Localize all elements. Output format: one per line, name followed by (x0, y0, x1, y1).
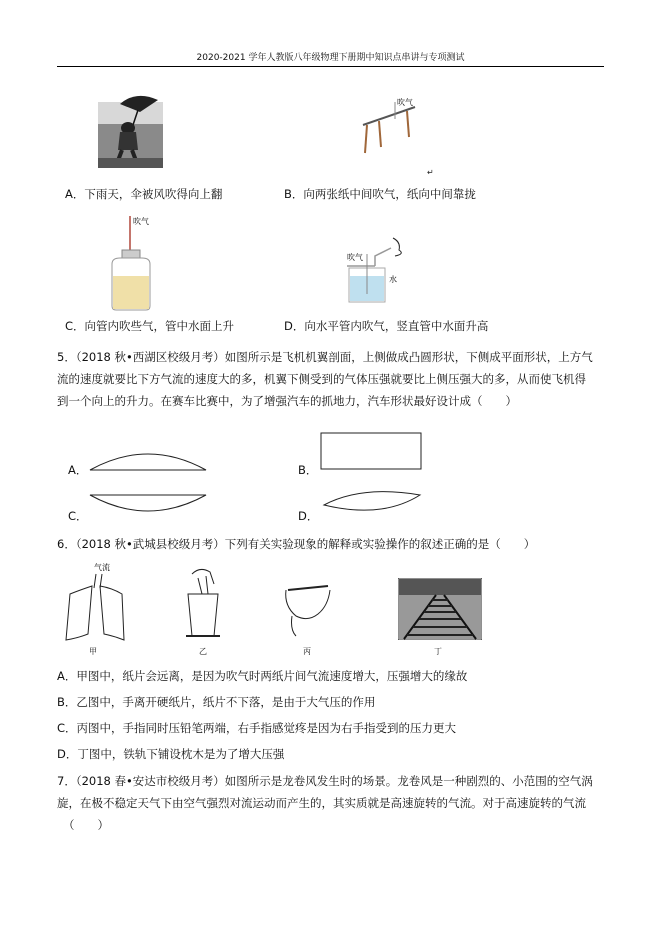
q6-stem: 6．（2018 秋•武城县校级月考）下列有关实验现象的解释或实验操作的叙述正确的是（ ） (57, 537, 536, 551)
fig-bing-pencil (282, 576, 336, 640)
return-mark: ↵ (427, 168, 434, 177)
q5-line-2: 流的速度就要比下方气流的速度大的多，机翼下侧受到的气体压强就要比上侧压强大的多，从而使飞机得 (57, 372, 586, 386)
q6-option-d: D．丁图中，铁轨下铺设枕木是为了增大压强 (57, 747, 285, 761)
blow-label: 吹气 (397, 98, 413, 107)
q5-option-d-label: D． (298, 509, 319, 523)
q5-line-3: 到一个向上的升力。在赛车比赛中，为了增强汽车的抓地力，汽车形状最好设计成（ ） (57, 394, 517, 408)
q5-option-a-label: A． (68, 463, 88, 477)
caption-jia: 甲 (89, 647, 97, 656)
q7-line-2: 旋，在极不稳定天气下由空气强烈对流运动而产生的，其实质就是高速旋转的气流。对于高速旋转的气流 (57, 796, 586, 810)
shape-a-dome-figure (88, 450, 208, 472)
header-rule (57, 66, 604, 67)
q7-stem (57, 770, 593, 836)
q4-option-d: D．向水平管内吹气，竖直管中水面升高 (284, 319, 489, 333)
caption-yi: 乙 (199, 647, 207, 656)
q5-stem (57, 346, 593, 412)
fig-ding-railway-photo (398, 578, 482, 640)
airflow-label: 气流 (94, 563, 110, 572)
fig-jia-papers (60, 560, 130, 642)
q4-option-a: A．下雨天，伞被风吹得向上翻 (65, 187, 223, 201)
q6-option-c: C．丙图中，手指同时压铅笔两端，右手指感觉疼是因为右手指受到的压力更大 (57, 721, 457, 735)
bottle-tube-figure (108, 212, 156, 312)
caption-bing: 丙 (303, 647, 311, 656)
q5-option-c-label: C． (68, 509, 88, 523)
caption-ding: 丁 (434, 647, 442, 656)
shape-d-airfoil-figure (322, 489, 422, 517)
page-header: 2020-2021 学年人教版八年级物理下册期中知识点串讲与专项测试 (196, 53, 465, 63)
blow-label-2: 吹气 (133, 217, 149, 226)
shape-c-inverted-dome-figure (88, 493, 208, 517)
two-papers-figure (355, 97, 425, 155)
water-label: 水 (389, 275, 397, 284)
q6-option-a: A．甲图中，纸片会远离，是因为吹气时两纸片间气流速度增大，压强增大的缘故 (57, 669, 468, 683)
fig-yi-cup (180, 564, 230, 640)
beaker-tube-figure (345, 226, 415, 306)
blow-label-3: 吹气 (347, 253, 363, 262)
q4-option-b: B．向两张纸中间吹气，纸向中间靠拢 (284, 187, 476, 201)
q6-option-b: B．乙图中，手离开硬纸片，纸片不下落，是由于大气压的作用 (57, 695, 376, 709)
shape-b-rectangle-figure (320, 432, 422, 470)
q5-option-b-label: B． (298, 463, 318, 477)
q5-line-1: 5．（2018 秋•西湖区校级月考）如图所示是飞机机翼剖面，上侧做成凸圆形状，下侧成平面形状，上方气 (57, 350, 593, 364)
q4-option-c: C．向管内吹些气，管中水面上升 (65, 319, 235, 333)
umbrella-photo (98, 92, 163, 168)
q7-line-1: 7．（2018 春•安达市校级月考）如图所示是龙卷风发生时的场景。龙卷风是一种剧烈的、小范围的空气涡 (57, 774, 593, 788)
q7-line-3: （ ） (63, 818, 109, 832)
